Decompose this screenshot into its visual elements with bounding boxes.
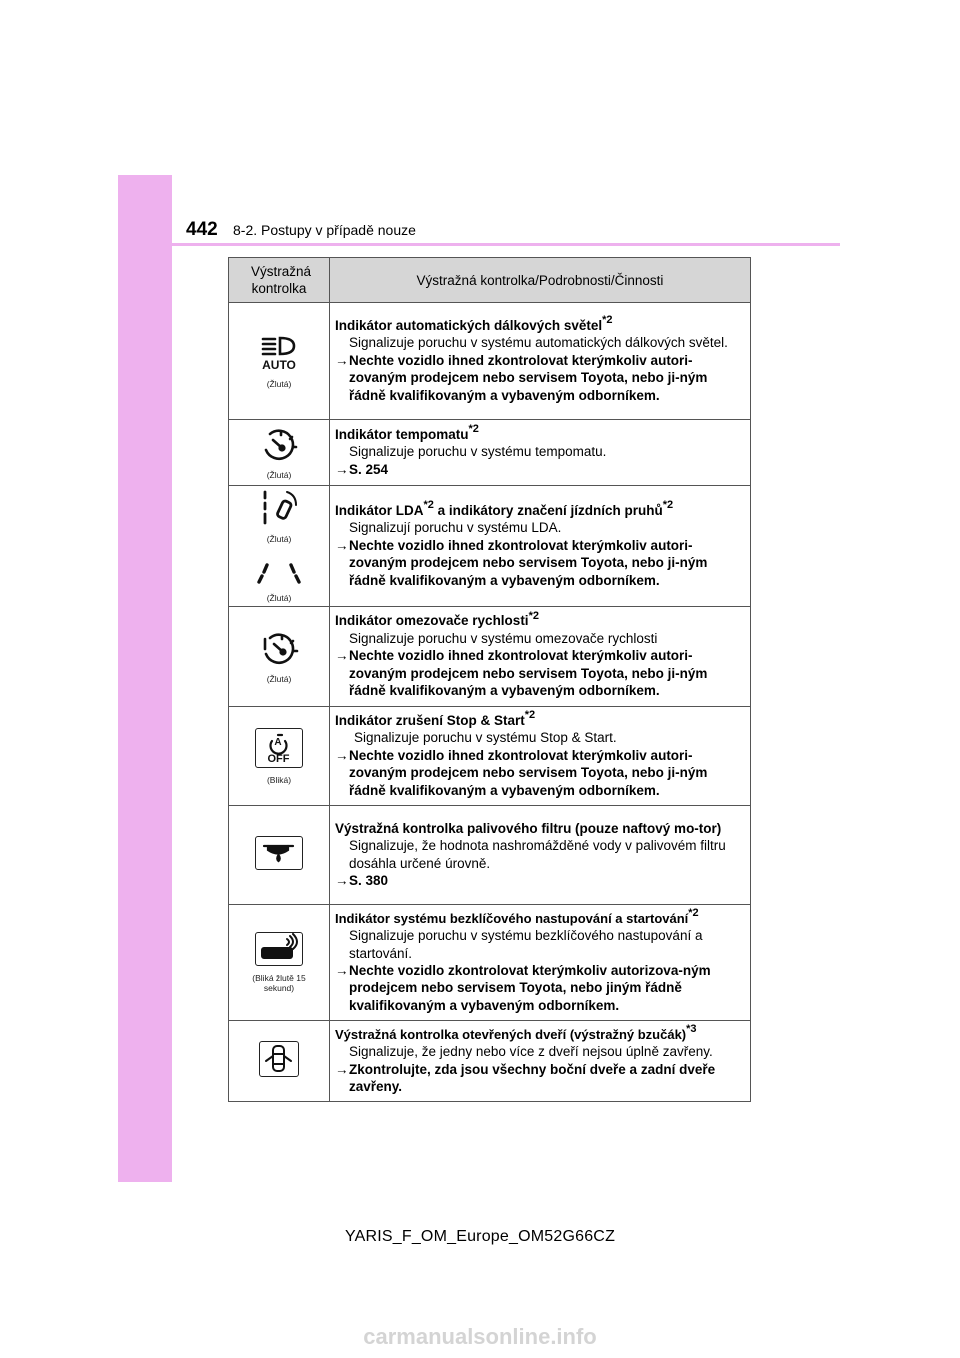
row-title: Indikátor tempomatu$^{*2}$	[335, 423, 479, 442]
side-tab-bar	[118, 175, 172, 1182]
table-row	[229, 707, 751, 806]
arrow-icon: →	[335, 537, 349, 553]
arrow-icon: →	[335, 461, 349, 477]
arrow-icon: →	[335, 963, 349, 978]
row-description: Signalizuje poruchu v systému Stop & Start.	[354, 730, 617, 746]
details-cell	[330, 420, 751, 486]
details-cell	[330, 607, 751, 707]
row-action: →Nechte vozidlo zkontrolovat kterýmkoliv autorizova-ným prodejcem nebo servisem Toyota, nebo jiným řádně kvalifikovaným a vybaveným odborníkem.	[335, 963, 711, 1013]
table-header-row	[229, 258, 751, 303]
stop-start-off-icon	[255, 728, 303, 768]
row-title: Indikátor systému bezklíčového nastupování a startování$^{*2}$	[335, 907, 699, 926]
footer-code: YARIS_F_OM_Europe_OM52G66CZ	[344, 1228, 616, 1245]
smart-key-icon	[255, 932, 303, 966]
icon-caption: (Žlutá)	[266, 534, 292, 544]
icon-caption: (Bliká žlutě 15 sekund)	[252, 973, 306, 993]
icon-cell	[229, 607, 330, 707]
icon-cell	[229, 1021, 330, 1102]
header-col-details: Výstražná kontrolka/Podrobnosti/Činnosti	[330, 258, 751, 303]
row-action: →Nechte vozidlo ihned zkontrolovat kterýmkoliv autori-zovaným prodejcem nebo servisem Toyota, nebo ji-ným řádně kvalifikovaným a vybaveným odborníkem.	[335, 648, 708, 699]
lda-icon	[256, 489, 302, 527]
row-title: Výstražná kontrolka otevřených dveří (výstražný bzučák)$^{*3}$	[335, 1023, 697, 1042]
row-action: →S. 254	[335, 461, 389, 477]
row-description: Signalizuje, že jedny nebo více z dveří nejsou úplně zavřeny.	[349, 1044, 713, 1060]
icon-cell	[229, 303, 330, 420]
header-rule	[172, 243, 840, 246]
row-description: Signalizuje poruchu v systému automatických dálkových světel.	[349, 335, 728, 351]
icon-cell	[229, 420, 330, 486]
row-description: Signalizuje poruchu v systému tempomatu.	[349, 444, 607, 460]
icon-caption: (Bliká)	[266, 774, 292, 785]
table-row	[229, 303, 751, 420]
row-description: Signalizuje poruchu v systému bezklíčového nastupování a startování.	[349, 928, 703, 961]
details-cell	[330, 905, 751, 1021]
icon-cell	[229, 905, 330, 1021]
row-title: Indikátor zrušení Stop & Start$^{*2}$	[335, 709, 536, 728]
row-action: →Nechte vozidlo ihned zkontrolovat kterýmkoliv autori-zovaným prodejcem nebo servisem Toyota, nebo ji-ným řádně kvalifikovaným a vybaveným odborníkem.	[335, 352, 708, 403]
fuel-filter-icon	[255, 836, 303, 870]
row-action: →Nechte vozidlo ihned zkontrolovat kterýmkoliv autori-zovaným prodejcem nebo servisem Toyota, nebo ji-ným řádně kvalifikovaným a vybaveným odborníkem.	[335, 537, 708, 588]
details-cell	[330, 707, 751, 806]
icon-cell	[229, 806, 330, 905]
arrow-icon: →	[335, 872, 349, 888]
icon-caption: (Žlutá)	[266, 674, 292, 684]
arrow-icon: →	[335, 648, 349, 664]
row-action: →S. 380	[335, 872, 389, 888]
row-description: Signalizuje poruchu v systému omezovače rychlosti	[349, 630, 658, 646]
row-action: →Nechte vozidlo ihned zkontrolovat kterýmkoliv autori-zovaným prodejcem nebo servisem Toyota, nebo ji-ným řádně kvalifikovaným a vybaveným odborníkem.	[335, 747, 708, 798]
svg-text:A: A	[274, 736, 282, 748]
row-title: Indikátor omezovače rychlosti$^{*2}$	[335, 609, 539, 629]
icon-caption: (Žlutá)	[266, 593, 292, 603]
watermark: carmanualsonline.info	[363, 1324, 597, 1349]
details-cell	[330, 1021, 751, 1102]
row-action: →Zkontrolujte, zda jsou všechny boční dveře a zadní dveře zavřeny.	[335, 1061, 716, 1094]
icon-cell	[229, 707, 330, 806]
arrow-icon: →	[335, 1061, 349, 1077]
table-row	[229, 607, 751, 707]
details-cell	[330, 486, 751, 607]
table-row	[229, 420, 751, 486]
svg-text:AUTO: AUTO	[262, 357, 296, 372]
section-title: 8-2. Postupy v případě nouze	[233, 222, 416, 238]
table-row	[229, 486, 751, 607]
row-description: Signalizuje, že hodnota nashromážděné vody v palivovém filtru dosáhla určené úrovně.	[349, 838, 726, 871]
table-row	[229, 806, 751, 905]
icon-caption: (Žlutá)	[266, 470, 292, 480]
arrow-icon: →	[335, 747, 349, 763]
row-title: Výstražná kontrolka palivového filtru (pouze naftový mo-tor)	[335, 820, 722, 836]
details-cell	[330, 806, 751, 905]
icon-cell	[229, 486, 330, 607]
row-title: Indikátor automatických dálkových světel$^{*2}$	[335, 314, 613, 333]
arrow-icon: →	[335, 352, 349, 368]
details-cell	[330, 303, 751, 420]
table-row	[229, 1021, 751, 1102]
cruise-control-icon	[257, 425, 301, 463]
auto-high-beam-icon	[255, 334, 303, 372]
table-row	[229, 905, 751, 1021]
warning-table	[228, 257, 751, 1102]
header-col-icon: Výstražná kontrolka	[229, 258, 330, 303]
open-door-icon	[259, 1041, 299, 1077]
row-description: Signalizují poruchu v systému LDA.	[349, 520, 562, 536]
speed-limiter-icon	[257, 629, 301, 667]
row-title: Indikátor LDA$^{*2}$ a indikátory značení jízdních pruhů$^{*2}$	[335, 499, 674, 518]
page-number: 442	[186, 219, 218, 240]
svg-text:OFF: OFF	[267, 752, 290, 765]
icon-caption: (Žlutá)	[266, 378, 292, 389]
lane-marking-icon	[251, 552, 307, 586]
